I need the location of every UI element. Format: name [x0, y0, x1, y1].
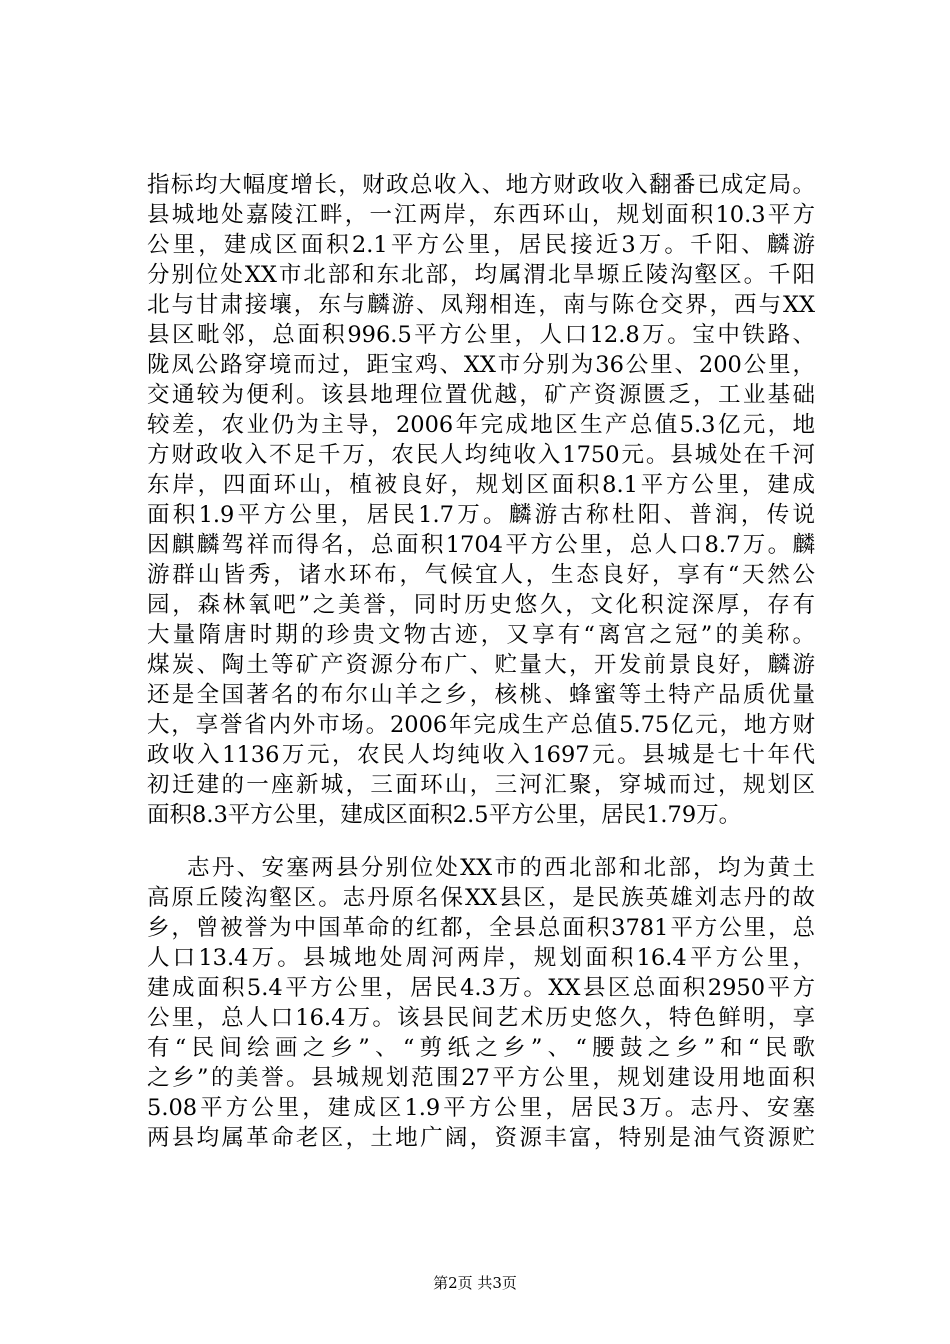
text-line: 煤炭、陶土等矿产资源分布广、贮量大，开发前景良好，麟游 [147, 652, 815, 678]
text-line: 两县均属革命老区，土地广阔，资源丰富，特别是油气资源贮 [147, 1125, 815, 1151]
text-line: 高原丘陵沟壑区。志丹原名保XX县区，是民族英雄刘志丹的故 [147, 885, 815, 911]
text-line: 大，享誉省内外市场。2006年完成生产总值5.75亿元，地方财 [147, 712, 815, 738]
text-line: 方财政收入不足千万，农民人均纯收入1750元。县城处在千河 [147, 442, 815, 468]
text-line: 分别位处XX市北部和东北部，均属渭北旱塬丘陵沟壑区。千阳 [147, 262, 815, 288]
text-line: 东岸，四面环山，植被良好，规划区面积8.1平方公里，建成 [147, 472, 815, 498]
text-line: 建成面积5.4平方公里，居民4.3万。XX县区总面积2950平方 [147, 975, 815, 1001]
text-line: 公里，总人口16.4万。该县民间艺术历史悠久，特色鲜明，享 [147, 1005, 815, 1031]
document-body [147, 170, 815, 1153]
text-line: 政收入1136万元，农民人均纯收入1697元。县城是七十年代 [147, 742, 815, 768]
text-line: 之乡”的美誉。县城规划范围27平方公里，规划建设用地面积 [147, 1065, 815, 1091]
text-line: 因麒麟驾祥而得名，总面积1704平方公里，总人口8.7万。麟 [147, 532, 815, 558]
text-line: 陇凤公路穿境而过，距宝鸡、XX市分别为36公里、200公里， [147, 352, 815, 378]
text-line: 县城地处嘉陵江畔，一江两岸，东西环山，规划面积10.3平方 [147, 202, 815, 228]
text-line: 面积1.9平方公里，居民1.7万。麟游古称杜阳、普润，传说 [147, 502, 815, 528]
paragraph-gap [147, 830, 815, 853]
text-line: 大量隋唐时期的珍贵文物古迹，又享有“离宫之冠”的美称。 [147, 622, 815, 648]
text-line: 面积8.3平方公里，建成区面积2.5平方公里，居民1.79万。 [147, 802, 742, 828]
text-line: 县区毗邻，总面积996.5平方公里，人口12.8万。宝中铁路、 [147, 322, 815, 348]
text-line: 公里，建成区面积2.1平方公里，居民接近3万。千阳、麟游 [147, 232, 815, 258]
text-line: 人口13.4万。县城地处周河两岸，规划面积16.4平方公里， [147, 945, 815, 971]
paragraph [147, 853, 815, 1153]
text-line: 有“民间绘画之乡”、“剪纸之乡”、“腰鼓之乡”和“民歌 [147, 1035, 815, 1061]
text-line: 交通较为便利。该县地理位置优越，矿产资源匮乏，工业基础 [147, 382, 815, 408]
page-footer: 第2页 共3页 [433, 1274, 517, 1292]
text-line: 指标均大幅度增长，财政总收入、地方财政收入翻番已成定局。 [147, 172, 815, 198]
text-line: 志丹、安塞两县分别位处XX市的西北部和北部，均为黄土 [187, 855, 815, 881]
text-line: 较差，农业仍为主导，2006年完成地区生产总值5.3亿元，地 [147, 412, 815, 438]
text-line: 园，森林氧吧”之美誉，同时历史悠久，文化积淀深厚，存有 [147, 592, 815, 618]
text-line: 初迁建的一座新城，三面环山，三河汇聚，穿城而过，规划区 [147, 772, 815, 798]
paragraph [147, 170, 815, 830]
text-line: 游群山皆秀，诸水环布，气候宜人，生态良好，享有“天然公 [147, 562, 815, 588]
text-line: 乡，曾被誉为中国革命的红都，全县总面积3781平方公里，总 [147, 915, 815, 941]
text-line: 北与甘肃接壤，东与麟游、凤翔相连，南与陈仓交界，西与XX [147, 292, 815, 318]
text-line: 5.08平方公里，建成区1.9平方公里，居民3万。志丹、安塞 [147, 1095, 815, 1121]
text-line: 还是全国著名的布尔山羊之乡，核桃、蜂蜜等土特产品质优量 [147, 682, 815, 708]
